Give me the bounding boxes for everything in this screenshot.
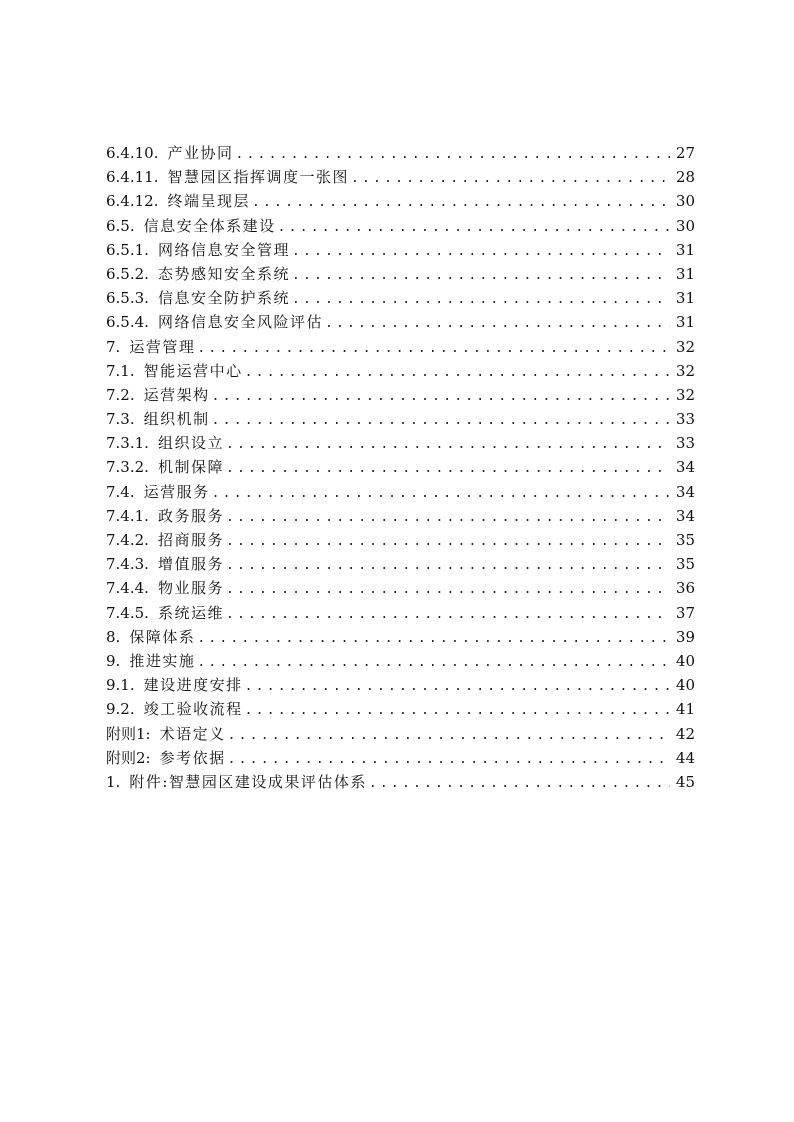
toc-dot-leader <box>228 748 670 772</box>
toc-entry-title: 建设进度安排 <box>143 676 243 695</box>
toc-dot-leader <box>292 288 670 312</box>
toc-entry[interactable] <box>106 528 695 552</box>
toc-entry-number: 7.3.1. <box>106 434 149 453</box>
toc-entry[interactable] <box>106 625 695 649</box>
toc-entry[interactable] <box>106 649 695 673</box>
toc-entry-title: 机制保障 <box>157 458 224 477</box>
toc-entry[interactable] <box>106 310 695 334</box>
toc-entry-number: 7. <box>106 337 121 356</box>
toc-entry-page: 35 <box>675 555 695 574</box>
toc-entry-title: 术语定义 <box>159 724 226 743</box>
toc-entry-page: 36 <box>675 579 695 598</box>
toc-entry[interactable] <box>106 141 695 165</box>
toc-entry-title: 网络信息安全风险评估 <box>157 313 323 332</box>
toc-entry-number: 7.2. <box>106 385 135 404</box>
toc-entry-number: 9. <box>106 651 121 670</box>
toc-entry-number: 6.5.4. <box>106 313 149 332</box>
toc-entry-page: 42 <box>675 724 695 743</box>
toc-entry-title: 运营管理 <box>129 337 196 356</box>
toc-entry-title: 组织机制 <box>143 410 210 429</box>
toc-dot-leader <box>245 361 670 385</box>
toc-entry-title: 信息安全体系建设 <box>143 216 276 235</box>
toc-entry-page: 44 <box>675 748 695 767</box>
toc-dot-leader <box>369 772 670 796</box>
toc-entry-page: 32 <box>675 385 695 404</box>
toc-entry-page: 40 <box>675 651 695 670</box>
toc-entry-title: 态势感知安全系统 <box>157 264 290 283</box>
toc-dot-leader <box>292 240 670 264</box>
toc-entry-title: 竣工验收流程 <box>143 700 243 719</box>
toc-entry[interactable] <box>106 673 695 697</box>
toc-entry-title: 信息安全防护系统 <box>157 289 290 308</box>
toc-entry-page: 41 <box>675 700 695 719</box>
toc-entry-number: 6.5.1. <box>106 240 149 259</box>
toc-dot-leader <box>197 627 670 651</box>
toc-dot-leader <box>278 216 670 240</box>
toc-entry[interactable] <box>106 165 695 189</box>
toc-entry[interactable] <box>106 189 695 213</box>
toc-dot-leader <box>226 578 670 602</box>
toc-entry-page: 34 <box>675 506 695 525</box>
toc-entry-number: 7.4.4. <box>106 579 149 598</box>
toc-entry-number: 7.4.2. <box>106 531 149 549</box>
toc-entry-page: 31 <box>675 289 695 308</box>
toc-entry-number: 8. <box>106 627 121 646</box>
table-of-contents <box>106 141 695 794</box>
toc-entry-number: 6.5.2. <box>106 264 149 283</box>
toc-entry-number: 7.3.2. <box>106 458 149 477</box>
toc-entry-title: 保障体系 <box>129 627 196 646</box>
toc-entry-title: 组织设立 <box>157 434 224 453</box>
toc-entry-title: 系统运维 <box>157 603 224 622</box>
toc-dot-leader <box>226 433 670 457</box>
toc-dot-leader <box>212 409 670 433</box>
toc-entry-page: 28 <box>675 168 695 187</box>
toc-entry[interactable] <box>106 455 695 479</box>
toc-dot-leader <box>228 724 670 748</box>
toc-dot-leader <box>226 506 670 530</box>
toc-entry-title: 产业协同 <box>167 144 234 162</box>
toc-entry-title: 网络信息安全管理 <box>157 240 290 259</box>
toc-entry-title: 增值服务 <box>157 555 224 574</box>
toc-entry[interactable] <box>106 407 695 431</box>
toc-entry[interactable] <box>106 552 695 576</box>
toc-entry-number: 9.1. <box>106 676 135 695</box>
toc-entry-title: 政务服务 <box>157 506 224 525</box>
toc-entry-page: 34 <box>675 458 695 477</box>
toc-entry-number: 7.4.1. <box>106 506 149 525</box>
toc-entry-number: 6.5. <box>106 216 135 235</box>
toc-entry-number: 7.3. <box>106 410 135 429</box>
toc-entry-number: 6.5.3. <box>106 289 149 308</box>
toc-dot-leader <box>292 264 670 288</box>
toc-entry[interactable] <box>106 504 695 528</box>
toc-entry-page: 35 <box>675 531 695 549</box>
toc-entry-number: 7.1. <box>106 361 135 380</box>
toc-entry-page: 45 <box>675 772 695 791</box>
toc-entry-number: 附则2: <box>106 748 151 767</box>
toc-dot-leader <box>325 312 670 336</box>
toc-entry-title: 终端呈现层 <box>167 192 250 211</box>
toc-entry-page: 37 <box>675 603 695 622</box>
toc-entry[interactable] <box>106 746 695 770</box>
toc-dot-leader <box>226 530 670 554</box>
toc-entry-page: 34 <box>675 482 695 501</box>
toc-dot-leader <box>351 167 670 191</box>
toc-entry-page: 30 <box>675 192 695 211</box>
toc-entry-title: 物业服务 <box>157 579 224 598</box>
toc-entry[interactable] <box>106 359 695 383</box>
toc-dot-leader <box>197 337 670 361</box>
toc-entry-page: 33 <box>675 410 695 429</box>
toc-entry-number: 6.4.11. <box>106 168 159 187</box>
toc-dot-leader <box>226 457 670 481</box>
toc-entry-number: 9.2. <box>106 700 135 719</box>
toc-entry-page: 31 <box>675 264 695 283</box>
toc-dot-leader <box>252 191 670 215</box>
toc-entry-page: 31 <box>675 313 695 332</box>
toc-entry-number: 7.4.5. <box>106 603 149 622</box>
toc-entry[interactable] <box>106 214 695 238</box>
toc-dot-leader <box>212 385 670 409</box>
toc-entry-title: 运营服务 <box>143 482 210 501</box>
toc-entry[interactable] <box>106 480 695 504</box>
toc-entry-title: 智能运营中心 <box>143 361 243 380</box>
toc-entry-page: 40 <box>675 676 695 695</box>
toc-entry[interactable] <box>106 576 695 600</box>
toc-entry-title: 运营架构 <box>143 385 210 404</box>
toc-entry-title: 推进实施 <box>129 651 196 670</box>
toc-dot-leader <box>226 554 670 578</box>
toc-entry-title: 附件:智慧园区建设成果评估体系 <box>129 772 367 791</box>
toc-entry[interactable] <box>106 722 695 746</box>
toc-entry-title: 智慧园区指挥调度一张图 <box>167 168 349 187</box>
toc-entry[interactable] <box>106 383 695 407</box>
toc-dot-leader <box>236 143 671 167</box>
toc-dot-leader <box>197 651 670 675</box>
toc-entry[interactable] <box>106 286 695 310</box>
toc-entry-page: 32 <box>675 337 695 356</box>
toc-entry-page: 39 <box>675 627 695 646</box>
toc-entry-page: 32 <box>675 361 695 380</box>
toc-entry-number: 1. <box>106 772 121 791</box>
toc-dot-leader <box>245 675 670 699</box>
toc-entry-number: 7.4. <box>106 482 135 501</box>
toc-entry-page: 31 <box>675 240 695 259</box>
toc-entry[interactable] <box>106 335 695 359</box>
toc-entry[interactable] <box>106 262 695 286</box>
toc-entry[interactable] <box>106 770 695 794</box>
toc-entry-page: 30 <box>675 216 695 235</box>
toc-dot-leader <box>245 699 670 723</box>
toc-entry[interactable] <box>106 431 695 455</box>
toc-entry-number: 6.4.10. <box>106 144 159 162</box>
toc-entry-page: 33 <box>675 434 695 453</box>
toc-entry-title: 招商服务 <box>157 531 224 549</box>
toc-entry-title: 参考依据 <box>159 748 226 767</box>
toc-entry-number: 6.4.12. <box>106 192 159 211</box>
toc-dot-leader <box>226 603 670 627</box>
toc-entry[interactable] <box>106 697 695 721</box>
toc-entry-number: 附则1: <box>106 724 151 743</box>
toc-entry[interactable] <box>106 601 695 625</box>
toc-entry-page: 27 <box>675 144 695 162</box>
toc-dot-leader <box>212 482 670 506</box>
toc-entry-number: 7.4.3. <box>106 555 149 574</box>
toc-entry[interactable] <box>106 238 695 262</box>
